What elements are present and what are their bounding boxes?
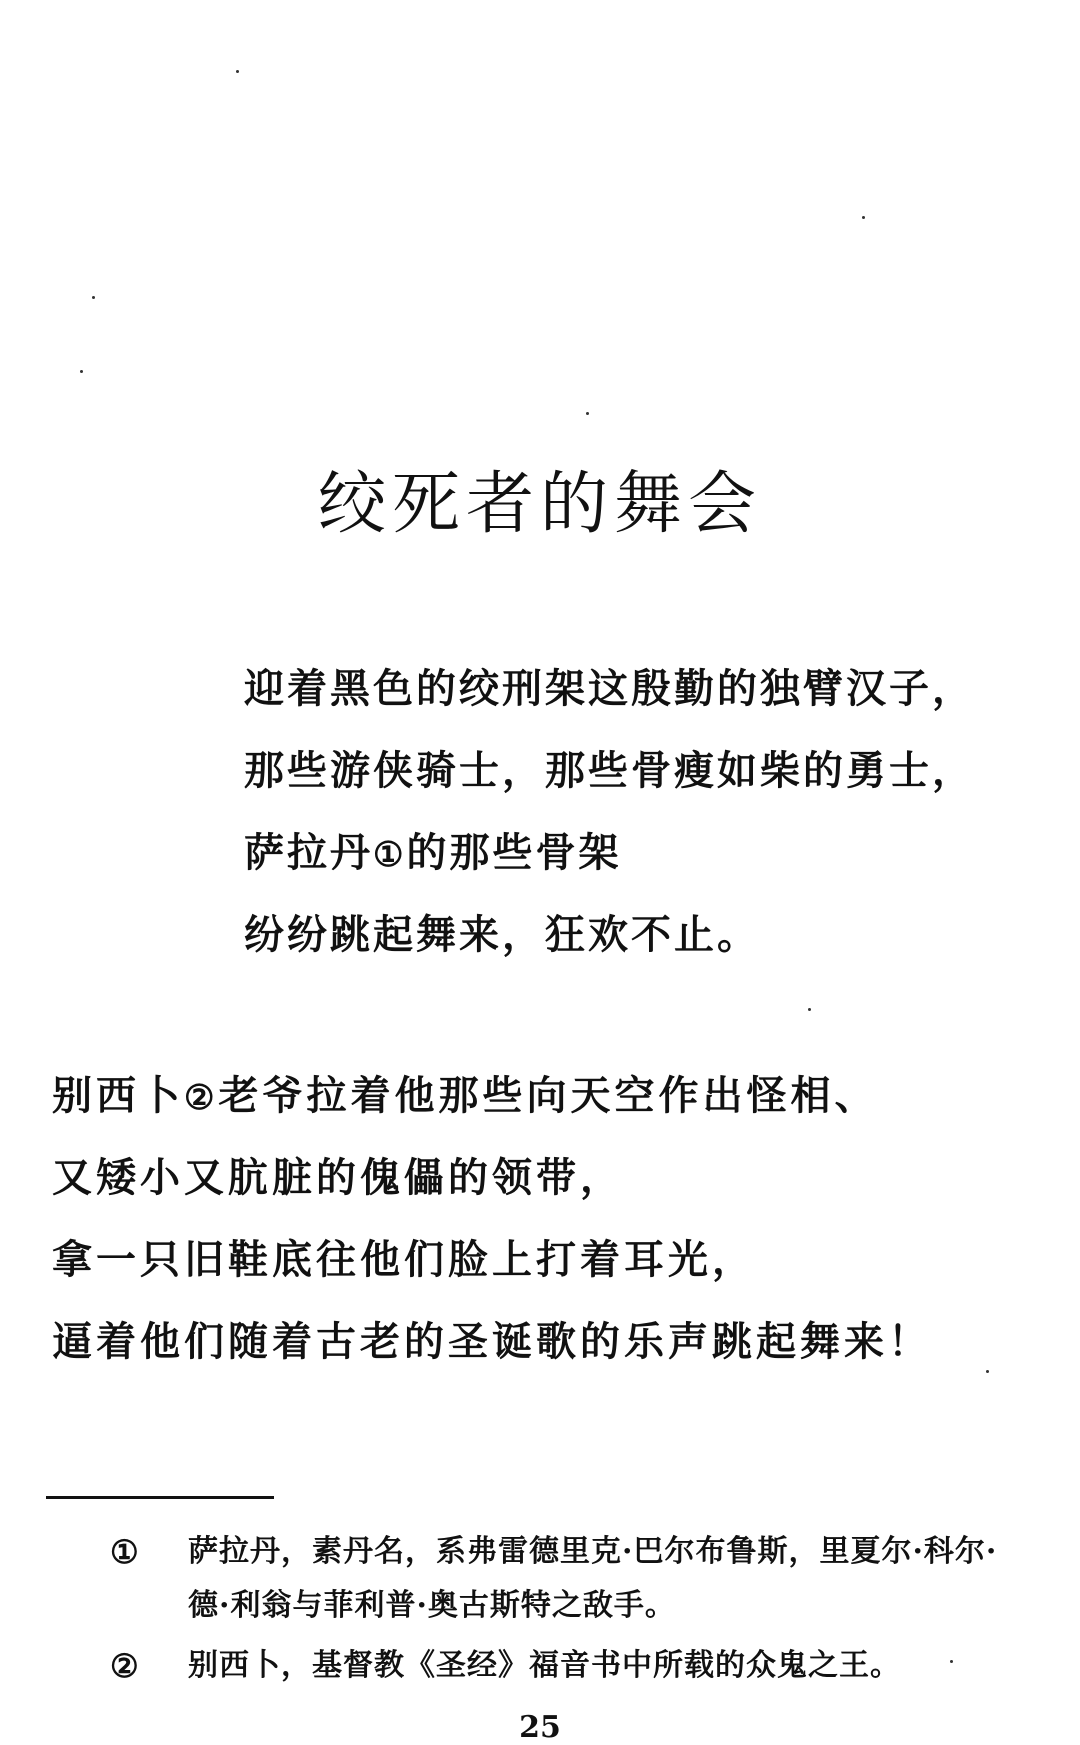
footnote-marker-1: ①	[373, 835, 407, 875]
stanza-one	[244, 648, 1044, 976]
scan-speck	[80, 370, 83, 373]
scan-speck	[808, 1008, 811, 1011]
verse-text: 纷纷跳起舞来，狂欢不止。	[244, 911, 760, 958]
page-number: 25	[519, 1710, 561, 1745]
scan-speck	[92, 296, 95, 299]
verse-text: 迎着黑色的绞刑架这殷勤的独臂汉子，	[244, 665, 975, 712]
footnote-list	[110, 1525, 1010, 1693]
stanza-two	[52, 1055, 1012, 1383]
verse-text: 又矮小又肮脏的傀儡的领带，	[52, 1154, 624, 1201]
verse-line	[52, 1219, 1012, 1301]
verse-line	[52, 1301, 1012, 1383]
poem-title: 绞死者的舞会	[317, 465, 762, 544]
footnote-mark: ②	[110, 1647, 140, 1685]
verse-text: 别西卜	[52, 1072, 184, 1119]
verse-text: 萨拉丹	[244, 829, 373, 876]
footnote-divider	[46, 1496, 274, 1499]
verse-text: 逼着他们随着古老的圣诞歌的乐声跳起舞来！	[52, 1318, 932, 1365]
verse-line	[244, 894, 1044, 976]
verse-line	[244, 648, 1044, 730]
verse-text: 的那些骨架	[406, 829, 622, 876]
verse-line	[52, 1137, 1012, 1219]
footnote-text: 萨拉丹，素丹名，系弗雷德里克·巴尔布鲁斯，里夏尔·科尔·德·利翁与菲利普·奥古斯特之敌手。	[188, 1534, 998, 1623]
verse-line	[52, 1055, 1012, 1137]
verse-line	[244, 730, 1044, 812]
verse-text: 老爷拉着他那些向天空作出怪相、	[218, 1072, 879, 1119]
footnote-item	[110, 1639, 1010, 1693]
verse-text: 那些游侠骑士，那些骨瘦如柴的勇士，	[244, 747, 975, 794]
footnote-item	[110, 1525, 1010, 1633]
verse-text: 拿一只旧鞋底往他们脸上打着耳光，	[52, 1236, 756, 1283]
footnote-marker-2: ②	[184, 1078, 219, 1118]
footnote-text: 别西卜，基督教《圣经》福音书中所载的众鬼之王。	[188, 1648, 901, 1683]
scan-speck	[236, 70, 239, 73]
verse-line	[244, 812, 1044, 894]
scan-speck	[586, 412, 589, 415]
footnote-mark: ①	[110, 1533, 140, 1571]
scan-speck	[862, 216, 865, 219]
